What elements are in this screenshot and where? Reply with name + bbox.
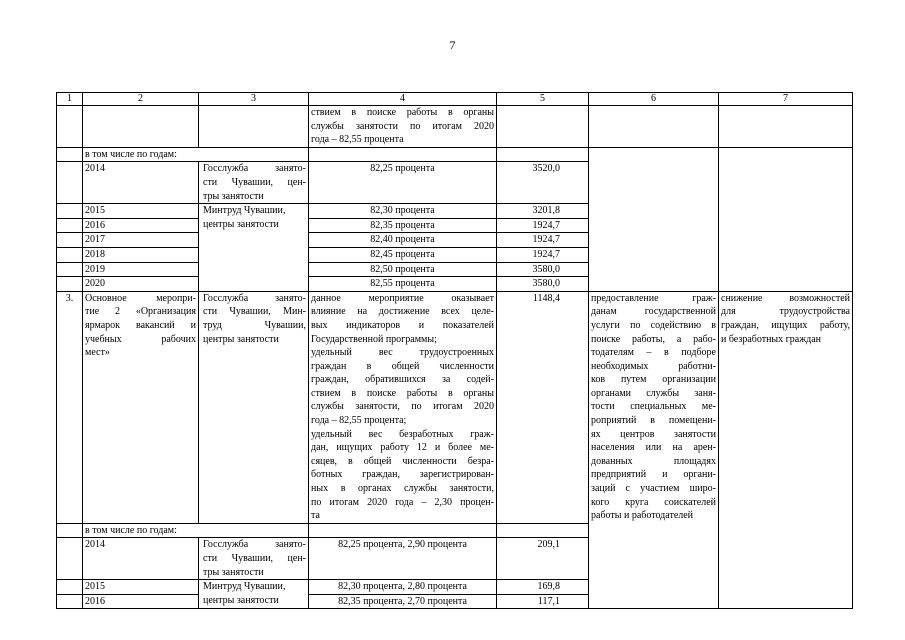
activity-name-cell: Основное меропри- тие 2 «Организация ярмарок вакансий и учебных рабочих мест» xyxy=(83,291,199,523)
year-cell: 2020 xyxy=(83,277,199,292)
year-cell: 2016 xyxy=(83,218,199,233)
year-cell: 2018 xyxy=(83,247,199,262)
table-row xyxy=(57,147,853,162)
header-cell: 4 xyxy=(309,93,497,106)
amount-cell: 117,1 xyxy=(497,594,589,609)
page-number: 7 xyxy=(449,38,456,52)
header-cell: 6 xyxy=(589,93,719,106)
amount-cell: 3520,0 xyxy=(497,162,589,204)
indicator-cell: 82,25 процента xyxy=(309,162,497,204)
amount-cell: 1148,4 xyxy=(497,291,589,523)
amount-cell: 1924,7 xyxy=(497,233,589,248)
in-total-label: в том числе по годам: xyxy=(83,147,309,162)
amount-cell: 1924,7 xyxy=(497,218,589,233)
in-total-label: в том числе по годам: xyxy=(83,523,309,538)
executor-cell: Госслужба занято- сти Чувашии, цен- тры занятости xyxy=(199,162,309,204)
indicator-cell: 82,55 процента xyxy=(309,277,497,292)
header-cell: 1 xyxy=(57,93,83,106)
executor-cell: Госслужба занято- сти Чувашии, цен- тры занятости xyxy=(199,538,309,580)
amount-cell: 1924,7 xyxy=(497,247,589,262)
year-cell: 2016 xyxy=(83,594,199,609)
header-cell: 2 xyxy=(83,93,199,106)
indicator-cell: 82,45 процента xyxy=(309,247,497,262)
amount-cell: 3201,8 xyxy=(497,204,589,219)
indicator-cell: данное мероприятие оказывает влияние на достижение всех целе- вых индикаторов и показателей Государственной программы; удельный вес трудоустроенных граждан в общей численности граждан, обратившихся за содей- ствием в поиске работы в органы службы занятости, по итогам 2020 года – 82,55 процента; удельный вес безработных граж- дан, ищущих работу 12 и более ме- сяцев, в общей численности безра- ботных граждан, зарегистрирован- ных в органах службы занятости, по итогам 2020 года – 2,30 процен- та xyxy=(309,291,497,523)
indicator-cell: 82,30 процента, 2,80 процента xyxy=(309,580,497,595)
year-cell: 2014 xyxy=(83,162,199,204)
executor-cell: Минтруд Чувашии, центры занятости xyxy=(199,580,309,609)
program-table xyxy=(56,92,853,609)
indicator-cell: 82,35 процента xyxy=(309,218,497,233)
header-cell: 7 xyxy=(719,93,853,106)
amount-cell: 3580,0 xyxy=(497,277,589,292)
item-number: 3. xyxy=(57,291,83,523)
amount-cell: 169,8 xyxy=(497,580,589,595)
year-cell: 2019 xyxy=(83,262,199,277)
table-header-row xyxy=(57,93,853,106)
amount-cell: 209,1 xyxy=(497,538,589,580)
indicator-cell: ствием в поиске работы в органы службы занятости по итогам 2020 года – 82,55 процента xyxy=(309,106,497,148)
indicator-cell: 82,50 процента xyxy=(309,262,497,277)
header-cell: 5 xyxy=(497,93,589,106)
indicator-cell: 82,40 процента xyxy=(309,233,497,248)
indicator-cell: 82,35 процента, 2,70 процента xyxy=(309,594,497,609)
executor-cell: Госслужба занято- сти Чувашии, Мин- труд Чувашии, центры занятости xyxy=(199,291,309,523)
indicator-cell: 82,30 процента xyxy=(309,204,497,219)
year-cell: 2015 xyxy=(83,580,199,595)
effect-cell: снижение возможностей для трудоустройства граждан, ищущих работу, и безработных граждан xyxy=(719,291,853,609)
executor-cell: Минтруд Чувашии, центры занятости xyxy=(199,204,309,292)
year-cell: 2014 xyxy=(83,538,199,580)
year-cell: 2015 xyxy=(83,204,199,219)
result-cell: предоставление граж- данам государственной услуги по содействию в поиске работы, а рабо- тодателям – в подборе необходимых работни- ков путем организации органами службы заня- тости специальных ме- роприятий в помещени- ях центров занятости населения или на арен- дованных площадях предприятий и органи- заций с участием широ- кого круга соискателей работы и работодателей xyxy=(589,291,719,609)
table-row xyxy=(57,291,853,523)
header-cell: 3 xyxy=(199,93,309,106)
indicator-cell: 82,25 процента, 2,90 процента xyxy=(309,538,497,580)
year-cell: 2017 xyxy=(83,233,199,248)
table-row xyxy=(57,106,853,148)
amount-cell: 3580,0 xyxy=(497,262,589,277)
